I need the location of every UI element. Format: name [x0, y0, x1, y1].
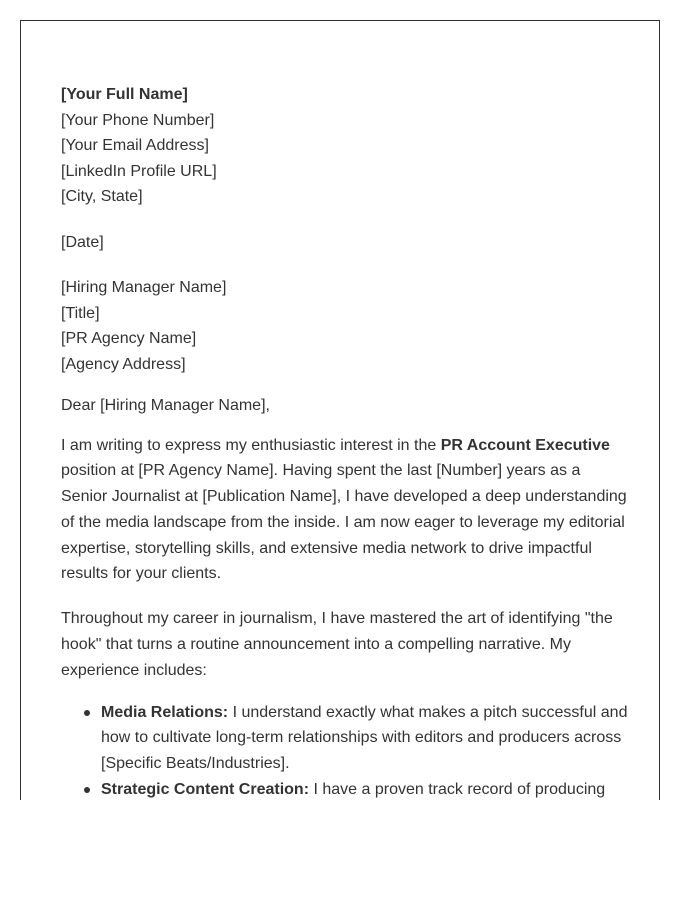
bullet-icon — [84, 710, 90, 716]
sender-city-state: [City, State] — [61, 188, 143, 205]
sender-email: [Your Email Address] — [61, 137, 209, 154]
list-item — [101, 700, 631, 777]
letter-content — [61, 82, 631, 800]
experience-list — [61, 700, 631, 800]
recipient-manager-name: [Hiring Manager Name] — [61, 279, 227, 296]
salutation: Dear [Hiring Manager Name], — [61, 397, 270, 414]
sender-full-name: [Your Full Name] — [61, 86, 188, 103]
sender-block — [61, 82, 631, 210]
bullet-icon — [84, 787, 90, 793]
recipient-agency-address: [Agency Address] — [61, 355, 186, 373]
sender-phone: [Your Phone Number] — [61, 111, 215, 129]
sender-linkedin: [LinkedIn Profile URL] — [61, 162, 217, 180]
position-title: PR Account Executive — [440, 436, 610, 454]
paragraph-intro-before: I am writing to express my enthusiastic interest in the — [61, 436, 441, 454]
recipient-agency-name: [PR Agency Name] — [61, 330, 197, 347]
paragraph-experience-intro: Throughout my career in journalism, I have mastered the art of identifying "the hook" that turns a routine announcement into a compelling narrative. My experience includes: — [61, 610, 613, 679]
list-item — [101, 777, 631, 800]
paragraph-intro — [61, 433, 631, 588]
list-item-term: Media Relations: — [101, 703, 229, 721]
list-item-text: I understand exactly what makes a pitch successful and how to cultivate long-term relationships with editors and producers across [Specific Beats/Industries]. — [101, 703, 628, 773]
recipient-title: [Title] — [61, 304, 100, 322]
letter-date: [Date] — [61, 233, 104, 251]
recipient-block — [61, 275, 631, 377]
paragraph-intro-after: position at [PR Agency Name]. Having spent the last [Number] years as a Senior Journalist at [Publication Name], I have developed a deep understanding of the media landscape from the inside. I am now eager to leverage my editorial expertise, storytelling skills, and extensive media network to drive impactful results for your clients. — [61, 462, 627, 583]
letter-page — [20, 20, 660, 800]
list-item-text: I have a proven track record of producing — [309, 781, 606, 799]
list-item-term: Strategic Content Creation: — [101, 781, 310, 799]
